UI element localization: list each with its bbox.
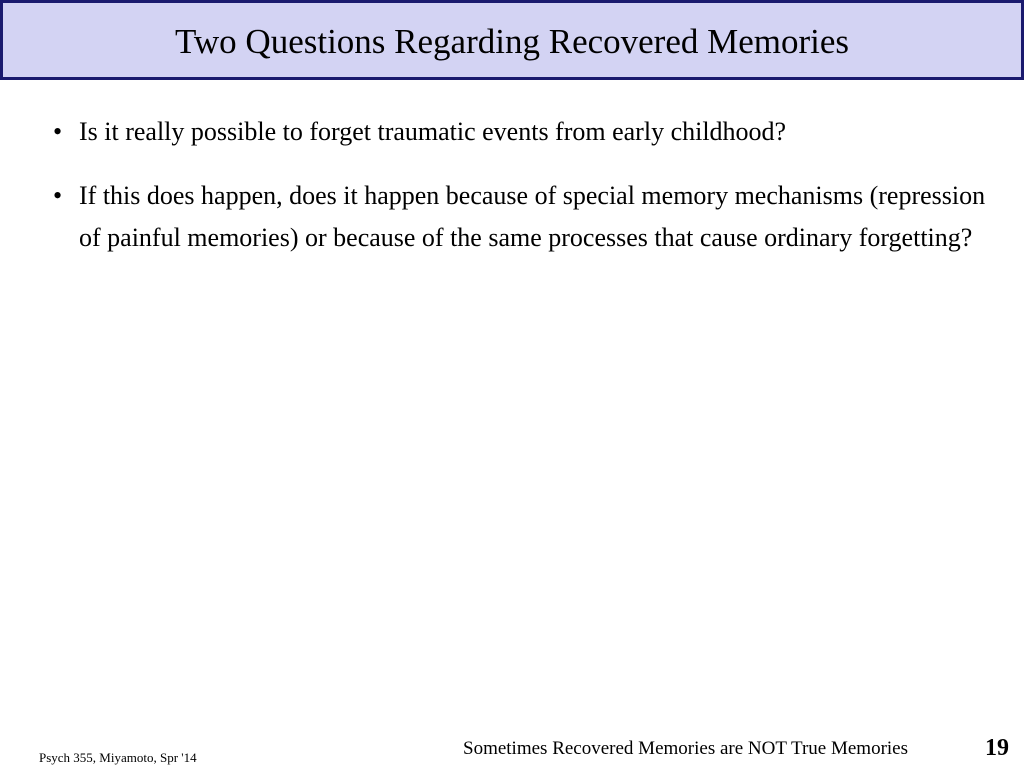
- bullet-list: [53, 111, 988, 281]
- bullet-text: Is it really possible to forget traumatic events from early childhood?: [79, 117, 787, 146]
- footer-course-label: Psych 355, Miyamoto, Spr '14: [39, 750, 197, 765]
- bullet-dot-icon: •: [53, 117, 63, 146]
- bullet-item: [53, 175, 988, 259]
- footer-section-title: Sometimes Recovered Memories are NOT True Memories: [463, 738, 909, 759]
- bullet-dot-icon: •: [53, 181, 63, 210]
- page-number: 19: [985, 735, 1009, 761]
- bullet-item: [53, 111, 988, 153]
- slide-title-bar: [0, 0, 1024, 80]
- bullet-text: If this does happen, does it happen because of special memory mechanisms (repression of painful memories) or because of the same processes that cause ordinary forgetting?: [79, 181, 986, 252]
- slide-title: Two Questions Regarding Recovered Memories: [174, 22, 850, 61]
